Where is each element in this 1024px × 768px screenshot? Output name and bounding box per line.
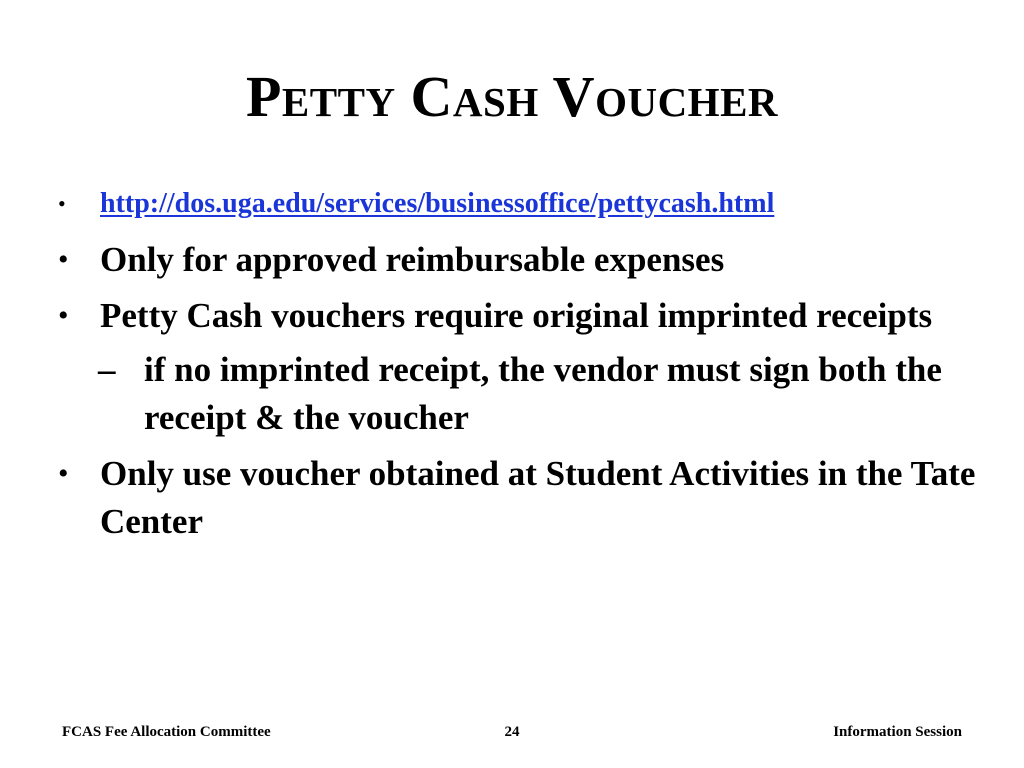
sub-bullet-text: if no imprinted receipt, the vendor must sign both the receipt & the voucher [144, 350, 942, 437]
bullet-item-voucher-source [58, 450, 988, 546]
page-number: 24 [504, 724, 520, 740]
footer-right-text: Information Session [833, 724, 962, 740]
bullet-text: Only use voucher obtained at Student Activities in the Tate Center [100, 454, 976, 541]
bullet-item-approved-expenses [58, 236, 988, 284]
sub-bullet-dash: – [98, 350, 116, 389]
footer-left-text: FCAS Fee Allocation Committee [62, 724, 271, 740]
bullet-list [58, 180, 988, 546]
slide-title: Petty Cash Voucher [245, 64, 779, 129]
bullet-text: Only for approved reimbursable expenses [100, 240, 725, 279]
bullet-symbol: • [58, 457, 69, 490]
bullet-text: Petty Cash vouchers require original imprinted receipts [100, 296, 933, 335]
bullet-symbol: • [58, 191, 66, 216]
bullet-symbol: • [58, 243, 69, 276]
sub-bullet-list [100, 346, 988, 442]
bullet-item-original-receipts [58, 292, 988, 442]
bullet-item-link [58, 180, 988, 228]
sub-bullet-item [98, 346, 988, 442]
bullet-symbol: • [58, 299, 69, 332]
petty-cash-link[interactable]: http://dos.uga.edu/services/businessoffice/pettycash.html [100, 188, 775, 219]
